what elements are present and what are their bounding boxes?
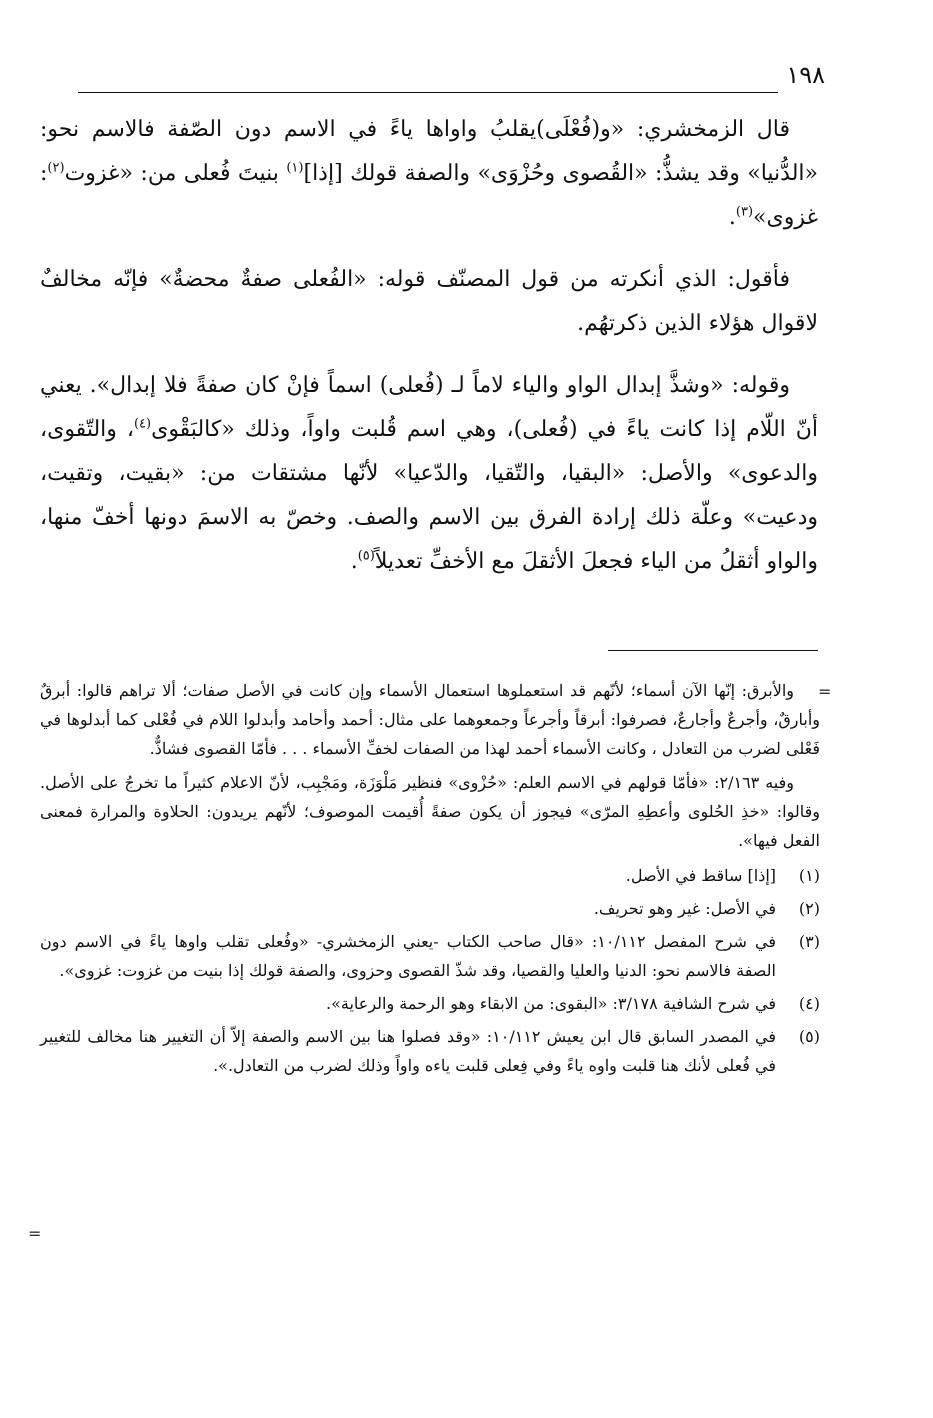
header-rule — [78, 92, 778, 93]
footnote-number: (٥) — [798, 1027, 820, 1046]
footnote-ref-2: (٢) — [47, 160, 65, 176]
footnote-text: في شرح الشافية ٣/١٧٨: «البقوى: من الابقاء وهو الرحمة والرعاية». — [326, 994, 776, 1013]
footnote-ref-1: (١) — [286, 160, 304, 176]
end-mark: = — [28, 1224, 42, 1243]
footnote-item — [40, 927, 820, 985]
footnote-item — [40, 894, 820, 923]
footnote-ref-3: (٣) — [735, 204, 754, 220]
footnote-number: (٣) — [798, 932, 820, 951]
footnote-text: في الأصل: غير وهو تحريف. — [593, 899, 776, 918]
continuation-mark: = — [818, 682, 832, 701]
footnote-item — [40, 861, 820, 890]
page-number: ١٩٨ — [786, 61, 825, 89]
footnote-item — [40, 1022, 820, 1080]
paragraph-text: بنيتَ فُعلى من: «غزوت — [64, 161, 287, 186]
footnote-text: [إذا] ساقط في الأصل. — [625, 866, 776, 885]
footnote-continuation: وفيه ٢/١٦٣: «فأمّا قولهم في الاسم العلم: «حُزْوى» فنظير مَلْوَزَة، ومَجْبِب، لأنّ الاعلام كثيراً ما تخرجُ على الأصل. وقالوا: «خذِ الحُلوى وأعطِهِ المرّى» فيجوز أن يكون صفةً أُقيمت الموصوف؛ لأنّهم يريدون: الحلاوة والمرارة فمعنى الفعل فيها». — [40, 773, 820, 850]
footnotes — [40, 676, 820, 1084]
footnote-number: (٤) — [798, 994, 820, 1013]
main-text — [40, 108, 818, 584]
paragraph-text: ، والتّقوى، والدعوى» والأصل: «البقيا، والتّقيا، والدّعيا» لأنّها مشتقات من: «بقيت، وتقيت، ودعيت» وعلّة ذلك إرادة الفرق بين الاسم والصف. وخصّ به الاسمَ دونها أخفّ منها، والواو أثقلُ من الياء فجعلَ الأثقلَ مع الأخفِّ تعديلاً — [40, 417, 818, 574]
footnote-item — [40, 989, 820, 1018]
footnote-ref-5: (٥) — [357, 548, 375, 564]
footnote-rule — [608, 650, 818, 651]
footnote-list — [40, 861, 820, 1080]
paragraph-author-reply: فأقول: الذي أنكرته من قول المصنّف قوله: «الفُعلى صفةٌ محضةٌ» فإنّه مخالفٌ لاقوال هؤلاء الذين ذكرتهُم. — [40, 267, 818, 336]
footnote-ref-4: (٤) — [133, 416, 152, 432]
footnote-number: (١) — [798, 866, 820, 885]
footnote-continuation: والأبرق: إنّها الآن أسماء؛ لأنّهم قد استعملوها استعمال الأسماء وإن كانت في الأصل صفات؛ ألا تراهم قالوا: أبرقٌ وأبارقٌ، وأجرعٌ وأجارعٌ، فصرفوا: أبرقاً وأجرعاً وجمعوهما على مثال: أحمد وأحامد وأبدلوا اللام في فُعْلى كما أبدلوها في فَعْلى لضرب من التعادل ، وكانت الأسماء أحمد لهذا من الصفات لخفِّ الأسماء . . . فأمّا القصوى فشاذٌّ. — [40, 681, 821, 758]
paragraph-text: قال الزمخشري: «و(فُعْلَى)يقلبُ واواها ياءً في الاسم دون الصّفة فالاسم نحو: «الدُّنيا» وقد يشذُّ: «القُصوى وحُزْوَى» والصفة قولك [إذا] — [40, 117, 818, 186]
paragraph-zamakhshari-quote — [40, 108, 818, 240]
paragraph-text: وقوله: «وشذَّ إبدال الواو والياء لاماً لـ (فُعلى) اسماً فإنْ كان صفةً فلا إبدال». يعني أنّ اللّام إذا كانت ياءً في (فُعلى)، وهي اسم قُلبت واواً، وذلك «كالبَقْوى — [40, 373, 818, 442]
paragraph-text: : غزوى» — [40, 161, 818, 230]
paragraph-text: . — [728, 205, 736, 230]
paragraph-text: . — [350, 549, 358, 574]
footnote-number: (٢) — [798, 899, 820, 918]
footnote-text: في شرح المفصل ١٠/١١٢: «قال صاحب الكتاب -يعني الزمخشري- «وفُعلى تقلب واوها ياءً في الاسم دون الصفة فالاسم نحو: الدنيا والعليا والقصيا، وقد شذّ القصوى وحزوى، والصفة قولك إذا بنيت من غزوت: غزوى». — [40, 932, 776, 980]
paragraph-ibdal-discussion — [40, 364, 818, 584]
footnote-text: في المصدر السابق قال ابن يعيش ١٠/١١٢: «وقد فصلوا هنا بين الاسم والصفة إلاّ أن التغيير هنا مخالف للتغيير في فُعلى لأنك هنا قلبت واوه ياءً وفي فِعلى قلبت ياءه واواً وذلك لضرب من التعادل.». — [40, 1027, 776, 1075]
